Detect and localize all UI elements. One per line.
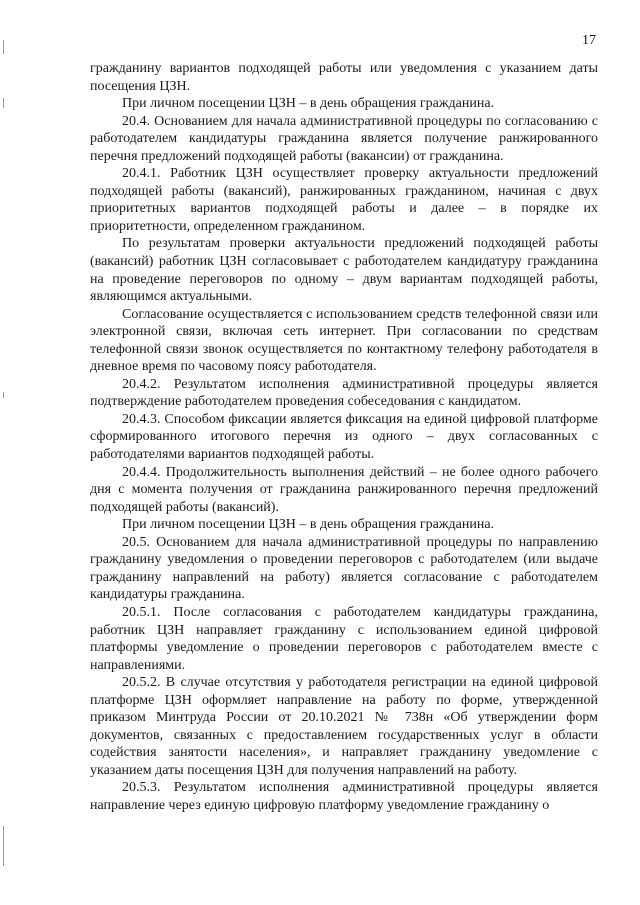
paragraph-14: 20.5.3. Результатом исполнения административной процедуры является направление через единую цифровую платформу уведомление гражданину о — [90, 780, 598, 813]
paragraph-8: 20.4.3. Способом фиксации является фиксация на единой цифровой платформе сформированного итогового перечня из одного – двух согласованных с работодателями вариантов подходящей работы. — [90, 411, 598, 463]
paragraph-2: При личном посещении ЦЗН – в день обращения гражданина. — [122, 96, 495, 112]
paragraph-4: 20.4.1. Работник ЦЗН осуществляет проверку актуальности предложений подходящей работы (вакансий), ранжированных гражданином, начиная с двух приоритетных вариантов подходящей работы и далее – в порядке их приоритетности, определенном гражданином. — [90, 166, 598, 234]
paragraph-10: При личном посещении ЦЗН – в день обращения гражданина. — [122, 517, 495, 533]
scan-edge-mark — [3, 98, 4, 108]
paragraph-3: 20.4. Основанием для начала административной процедуры по согласованию с работодателем кандидатуры гражданина является получение ранжированного перечня предложений подходящей работы (вакансии) от гражданина. — [90, 113, 598, 164]
document-body — [90, 60, 598, 815]
page-number: 17 — [582, 33, 596, 48]
paragraph-5: По результатам проверки актуальности предложений подходящей работы (вакансий) работник ЦЗН согласовывает с работодателем кандидатуру гражданина на проведение переговоров по одному – двум вариантам подходящей работы, являющимся актуальными. — [90, 236, 598, 305]
paragraph-11: 20.5. Основанием для начала административной процедуры по направлению гражданину уведомления о проведении переговоров с работодателем (или выдаче гражданину направлений на работу) является согласование с работодателем кандидатуры гражданина. — [90, 534, 598, 603]
scan-edge-mark — [3, 826, 4, 866]
paragraph-1: гражданину вариантов подходящей работы или уведомления с указанием даты посещения ЦЗН. — [90, 61, 598, 94]
scan-edge-mark — [3, 40, 4, 54]
paragraph-7: 20.4.2. Результатом исполнения административной процедуры является подтверждение работодателем проведения собеседования с кандидатом. — [90, 376, 598, 410]
paragraph-13: 20.5.2. В случае отсутствия у работодателя регистрации на единой цифровой платформе ЦЗН оформляет направление на работу по форме, утвержденной приказом Минтруда России от 20.10.2021 № 738н «Об утверждении форм документов, связанных с предоставлением государственных услуг в области содействия занятости населения», и направляет гражданину уведомление с указанием даты посещения ЦЗН для получения направлений на работу. — [90, 675, 598, 778]
paragraph-9: 20.4.4. Продолжительность выполнения действий – не более одного рабочего дня с момента получения от гражданина ранжированного перечня предложений подходящей работы (вакансий). — [90, 464, 598, 515]
paragraph-6: Согласование осуществляется с использованием средств телефонной связи или электронной связи, включая сеть интернет. При согласовании по средствам телефонной связи звонок осуществляется по контактному телефону работодателя в дневное время по часовому поясу работодателя. — [90, 306, 598, 375]
paragraph-12: 20.5.1. После согласования с работодателем кандидатуры гражданина, работник ЦЗН направляет гражданину с использованием единой цифровой платформы уведомление о проведении переговоров с работодателем вместе с направлениями. — [90, 604, 598, 673]
scan-edge-mark — [3, 392, 4, 398]
